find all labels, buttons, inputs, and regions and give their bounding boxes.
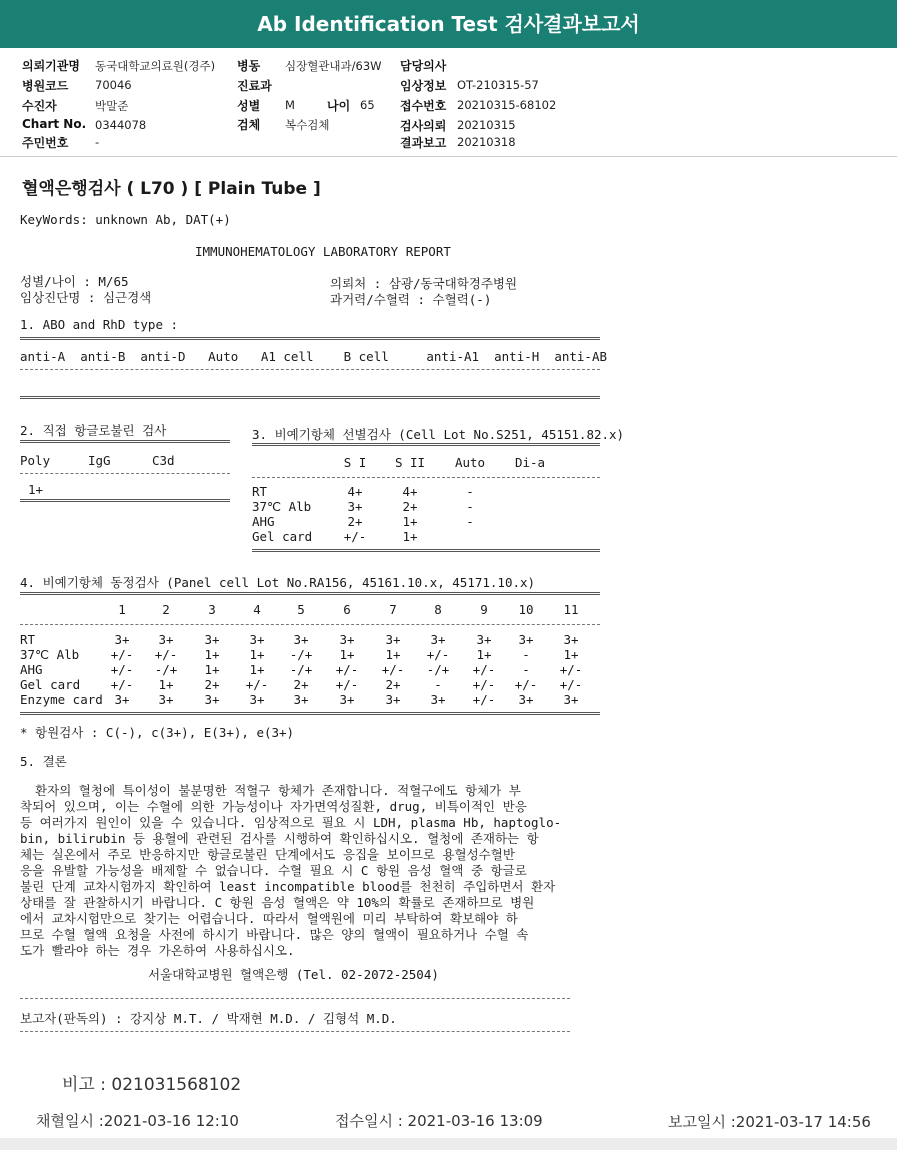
- panel-cell: +/-: [514, 677, 538, 692]
- panel-cell: 3+: [158, 632, 174, 647]
- panel-cell: 1+: [158, 677, 174, 692]
- specimen-value: 복수검체: [285, 118, 330, 132]
- panel-col-header: 10: [518, 602, 534, 617]
- keywords-text: KeyWords: unknown Ab, DAT(+): [20, 212, 231, 227]
- reporter-line: 보고자(판독의) : 강지상 M.T. / 박재현 M.D. / 김형석 M.D.: [20, 1011, 397, 1026]
- chart-label: Chart No.: [22, 117, 87, 131]
- conclusion-line: 므로 수혈 혈액 요청을 사전에 하시기 바랍니다. 많은 양의 혈액이 필요하거나 수혈 속: [20, 927, 529, 942]
- age-label: 나이: [327, 99, 351, 113]
- report-date-label: 결과보고: [400, 136, 447, 150]
- panel-col-header: 8: [434, 602, 442, 617]
- abo-mid-rule: [20, 369, 600, 370]
- panel-cell: 3+: [430, 692, 446, 707]
- panel-row-label: Gel card: [20, 677, 81, 692]
- panel-col-header: 2: [162, 602, 170, 617]
- panel-cell: +/-: [110, 647, 134, 662]
- receive-datetime: 접수일시 : 2021-03-16 13:09: [335, 1112, 543, 1130]
- panel-col-header: 1: [118, 602, 126, 617]
- panel-cell: 1+: [249, 662, 265, 677]
- panel-cell: 2+: [293, 677, 309, 692]
- panel-cell: 3+: [385, 692, 401, 707]
- panel-cell: -: [522, 647, 530, 662]
- dat-poly-value: 1+: [28, 482, 44, 497]
- panel-col-header: 11: [563, 602, 579, 617]
- receipt-label: 접수번호: [400, 99, 447, 113]
- panel-row-label: AHG: [20, 662, 43, 677]
- panel-bottom-rule: [20, 712, 600, 715]
- panel-cell: -: [522, 662, 530, 677]
- panel-cell: 3+: [563, 632, 579, 647]
- screen-cell: 2+: [402, 499, 418, 514]
- antigen-note: * 항원검사 : C(-), c(3+), E(3+), e(3+): [20, 725, 295, 740]
- panel-cell: 3+: [293, 632, 309, 647]
- panel-cell: -/+: [289, 662, 313, 677]
- ward-label: 병동: [237, 59, 261, 73]
- panel-cell: -/+: [289, 647, 313, 662]
- screen-col-header: Auto: [454, 455, 486, 470]
- panel-cell: 3+: [158, 692, 174, 707]
- conclusion-line: 환자의 혈청에 특이성이 불분명한 적혈구 항체가 존재합니다. 적혈구에도 항체가 부: [20, 783, 521, 798]
- conclusion-line: 체는 실온에서 주로 반응하지만 항글로불린 단계에서도 응집을 보이므로 용혈성수혈반: [20, 847, 515, 862]
- chart-value: 0344078: [95, 118, 147, 132]
- panel-col-header: 5: [297, 602, 305, 617]
- panel-cell: 3+: [518, 632, 534, 647]
- screen-col-header: S I: [343, 455, 367, 470]
- history-text: 과거력/수혈력 : 수혈력(-): [330, 292, 492, 307]
- panel-cell: +/-: [381, 662, 405, 677]
- req-inst-value: 동국대학교의료원(경주): [95, 59, 216, 73]
- screen-cell: 3+: [347, 499, 363, 514]
- screen-cell: 4+: [402, 484, 418, 499]
- panel-cell: 3+: [339, 632, 355, 647]
- abo-bottom-rule: [20, 396, 600, 399]
- screen-bottom-rule: [252, 549, 600, 552]
- reporter-top-rule: [20, 998, 570, 999]
- dat-mid-rule: [20, 473, 230, 474]
- dat-heading: 2. 직접 항글로불린 검사: [20, 423, 167, 438]
- panel-heading: 4. 비예기항체 동정검사 (Panel cell Lot No.RA156, 45161.10.x, 45171.10.x): [20, 575, 536, 590]
- screen-cell: +/-: [343, 529, 367, 544]
- specimen-label: 검체: [237, 118, 261, 132]
- panel-cell: +/-: [559, 662, 583, 677]
- abo-top-rule: [20, 337, 600, 340]
- conclusion-line: 상태를 잘 관찰하시기 바랍니다. C 항원 음성 혈액은 약 10%의 확률로 존재하므로 병원: [20, 895, 535, 910]
- dept-label: 진료과: [237, 79, 272, 93]
- req-date-value: 20210315: [457, 118, 516, 132]
- dat-col-igg: IgG: [88, 453, 111, 468]
- abo-heading: 1. ABO and RhD type :: [20, 317, 179, 332]
- panel-cell: +/-: [154, 647, 178, 662]
- panel-col-header: 7: [389, 602, 397, 617]
- req-date-label: 검사의뢰: [400, 119, 447, 133]
- dat-col-poly: Poly: [20, 453, 51, 468]
- panel-cell: 3+: [249, 692, 265, 707]
- screen-cell: 1+: [402, 529, 418, 544]
- note-text: 비고 : 021031568102: [62, 1075, 242, 1095]
- panel-cell: 3+: [430, 632, 446, 647]
- collect-datetime: 채혈일시 :2021-03-16 12:10: [36, 1112, 239, 1130]
- screen-top-rule: [252, 443, 600, 446]
- report-title-bar: Ab Identification Test 검사결과보고서: [0, 0, 897, 48]
- screen-row-label: AHG: [252, 514, 275, 529]
- doctor-label: 담당의사: [400, 59, 447, 73]
- dat-top-rule: [20, 440, 230, 443]
- screen-heading: 3. 비예기항체 선별검사 (Cell Lot No.S251, 45151.82.x): [252, 427, 625, 442]
- panel-cell: 1+: [204, 662, 220, 677]
- panel-col-header: 6: [343, 602, 351, 617]
- clinical-label: 임상정보: [400, 79, 447, 93]
- panel-cell: 3+: [339, 692, 355, 707]
- patient-value: 박말준: [95, 99, 129, 113]
- clinical-value: OT-210315-57: [457, 78, 539, 92]
- conclusion-line: 응을 유발할 가능성을 배제할 수 없습니다. 수혈 필요 시 C 항원 음성 혈액 중 항글로: [20, 863, 527, 878]
- conclusion-heading: 5. 결론: [20, 754, 67, 769]
- hospital-line: 서울대학교병원 혈액은행 (Tel. 02-2072-2504): [148, 967, 439, 982]
- panel-cell: +/-: [110, 662, 134, 677]
- sex-value: M: [285, 98, 295, 112]
- diagnosis-text: 임상진단명 : 심근경색: [20, 290, 152, 305]
- panel-cell: +/-: [472, 692, 496, 707]
- panel-cell: 3+: [476, 632, 492, 647]
- panel-cell: -: [434, 677, 442, 692]
- panel-cell: 1+: [339, 647, 355, 662]
- conclusion-line: 등 여러가지 원인이 있을 수 있습니다. 임상적으로 필요 시 LDH, plasma Hb, haptoglo-: [20, 815, 562, 830]
- panel-cell: 3+: [249, 632, 265, 647]
- hosp-code-value: 70046: [95, 78, 132, 92]
- rrn-value: -: [95, 135, 100, 149]
- req-inst-label: 의뢰기관명: [22, 59, 80, 73]
- panel-col-header: 9: [480, 602, 488, 617]
- panel-cell: 2+: [385, 677, 401, 692]
- section-title: 혈액은행검사 ( L70 ) [ Plain Tube ]: [22, 179, 321, 199]
- panel-cell: +/-: [472, 677, 496, 692]
- screen-row-label: Gel card: [252, 529, 313, 544]
- screen-col-header: Di-a: [514, 455, 546, 470]
- panel-row-label: 37℃ Alb: [20, 647, 80, 662]
- panel-top-rule: [20, 592, 600, 595]
- panel-cell: 3+: [518, 692, 534, 707]
- referral-text: 의뢰처 : 삼광/동국대학경주병원: [330, 276, 518, 291]
- screen-cell: -: [466, 514, 474, 529]
- screen-cell: -: [466, 499, 474, 514]
- panel-cell: 3+: [385, 632, 401, 647]
- bottom-strip: [0, 1138, 897, 1150]
- panel-cell: +/-: [426, 647, 450, 662]
- panel-cell: 1+: [563, 647, 579, 662]
- conclusion-line: 착되어 있으며, 이는 수혈에 의한 가능성이나 자가면역성질환, drug, 비특이적인 반응: [20, 799, 527, 814]
- sex-age-text: 성별/나이 : M/65: [20, 274, 129, 289]
- screen-row-label: 37℃ Alb: [252, 499, 312, 514]
- panel-cell: +/-: [335, 677, 359, 692]
- dat-col-c3d: C3d: [152, 453, 175, 468]
- screen-cell: -: [466, 484, 474, 499]
- ward-value: 심장혈관내과/63W: [285, 59, 382, 73]
- panel-cell: 3+: [563, 692, 579, 707]
- report-date-value: 20210318: [457, 135, 516, 149]
- conclusion-line: 불린 단계 교차시험까지 확인하여 least incompatible blood를 천천히 주입하면서 환자: [20, 879, 556, 894]
- screen-row-label: RT: [252, 484, 268, 499]
- panel-cell: 3+: [293, 692, 309, 707]
- panel-cell: 2+: [204, 677, 220, 692]
- screen-cell: 2+: [347, 514, 363, 529]
- panel-cell: 1+: [249, 647, 265, 662]
- panel-row-label: RT: [20, 632, 36, 647]
- panel-cell: 1+: [476, 647, 492, 662]
- abo-columns: anti-A anti-B anti-D Auto A1 cell B cell anti-A1 anti-H anti-AB: [20, 349, 607, 364]
- age-value: 65: [360, 98, 375, 112]
- panel-cell: 3+: [204, 692, 220, 707]
- panel-cell: 3+: [114, 632, 130, 647]
- screen-mid-rule: [252, 477, 600, 478]
- screen-col-header: S II: [394, 455, 426, 470]
- panel-cell: 3+: [114, 692, 130, 707]
- panel-cell: +/-: [335, 662, 359, 677]
- conclusion-line: bin, bilirubin 등 용혈에 관련된 검사를 시행하여 확인하십시오. 혈청에 존재하는 항: [20, 831, 539, 846]
- screen-cell: 1+: [402, 514, 418, 529]
- report-heading: IMMUNOHEMATOLOGY LABORATORY REPORT: [195, 244, 451, 259]
- header-divider: [0, 156, 897, 157]
- panel-cell: -/+: [426, 662, 450, 677]
- panel-cell: -/+: [154, 662, 178, 677]
- rrn-label: 주민번호: [22, 136, 69, 150]
- panel-cell: +/-: [245, 677, 269, 692]
- panel-cell: 1+: [385, 647, 401, 662]
- panel-col-header: 4: [253, 602, 261, 617]
- panel-cell: 3+: [204, 632, 220, 647]
- panel-cell: 1+: [204, 647, 220, 662]
- hosp-code-label: 병원코드: [22, 79, 69, 93]
- screen-cell: 4+: [347, 484, 363, 499]
- panel-row-label: Enzyme card: [20, 692, 103, 707]
- dat-bottom-rule: [20, 499, 230, 502]
- panel-cell: +/-: [472, 662, 496, 677]
- panel-cell: +/-: [110, 677, 134, 692]
- reporter-bottom-rule: [20, 1031, 570, 1032]
- report-datetime: 보고일시 :2021-03-17 14:56: [668, 1113, 871, 1131]
- patient-label: 수진자: [22, 99, 57, 113]
- panel-cell: +/-: [559, 677, 583, 692]
- panel-mid-rule: [20, 624, 600, 625]
- conclusion-line: 도가 빨라야 하는 경우 가온하여 사용하십시오.: [20, 943, 295, 958]
- conclusion-line: 에서 교차시험만으로 찾기는 어렵습니다. 따라서 혈액원에 미리 부탁하여 확보해야 하: [20, 911, 518, 926]
- panel-col-header: 3: [208, 602, 216, 617]
- sex-label: 성별: [237, 99, 261, 113]
- receipt-value: 20210315-68102: [457, 98, 557, 112]
